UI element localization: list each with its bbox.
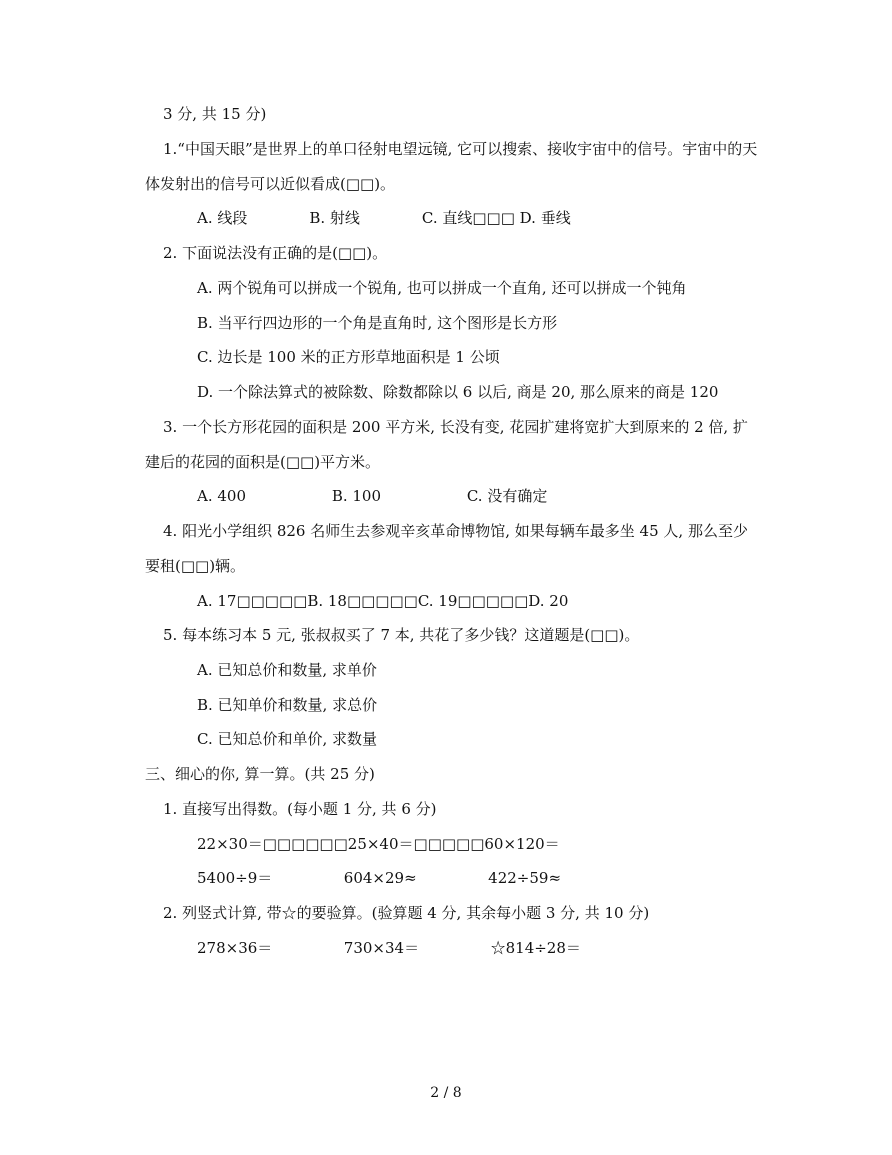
question-3-options: A. 400 B. 100 C. 没有确定 xyxy=(197,487,548,505)
question-5-option-c: C. 已知总价和单价, 求数量 xyxy=(197,730,378,748)
question-1-text-cont: 体发射出的信号可以近似看成(□□)。 xyxy=(145,175,396,193)
question-1-options: A. 线段 B. 射线 C. 直线□□□ D. 垂线 xyxy=(197,209,571,227)
calc-question-1-row-2: 5400÷9＝ 604×29≈ 422÷59≈ xyxy=(197,869,562,887)
section-two-score-tail: 3 分, 共 15 分) xyxy=(163,105,267,123)
question-3-text: 3. 一个长方形花园的面积是 200 平方米, 长没有变, 花园扩建将宽扩大到原来的 2 倍, 扩 xyxy=(163,418,748,436)
question-5-option-a: A. 已知总价和数量, 求单价 xyxy=(197,661,377,679)
calc-question-1-text: 1. 直接写出得数。(每小题 1 分, 共 6 分) xyxy=(163,800,437,818)
question-4-options: A. 17□□□□□B. 18□□□□□C. 19□□□□□D. 20 xyxy=(197,592,569,610)
question-4-text-cont: 要租(□□)辆。 xyxy=(145,557,246,575)
calc-question-2-row: 278×36＝ 730×34＝ ☆814÷28＝ xyxy=(197,939,581,957)
question-2-option-b: B. 当平行四边形的一个角是直角时, 这个图形是长方形 xyxy=(197,314,558,332)
question-2-option-a: A. 两个锐角可以拼成一个锐角, 也可以拼成一个直角, 还可以拼成一个钝角 xyxy=(197,279,687,297)
question-5-option-b: B. 已知单价和数量, 求总价 xyxy=(197,696,378,714)
question-1-text: 1.“中国天眼”是世界上的单口径射电望远镜, 它可以搜索、接收宇宙中的信号。宇宙中的天 xyxy=(163,140,758,158)
calc-question-2-text: 2. 列竖式计算, 带☆的要验算。(验算题 4 分, 其余每小题 3 分, 共 10 分) xyxy=(163,904,650,922)
question-4-text: 4. 阳光小学组织 826 名师生去参观辛亥革命博物馆, 如果每辆车最多坐 45 人, 那么至少 xyxy=(163,522,748,540)
page-number: 2 / 8 xyxy=(430,1085,462,1101)
question-2-option-d: D. 一个除法算式的被除数、除数都除以 6 以后, 商是 20, 那么原来的商是 120 xyxy=(197,383,719,401)
calc-question-1-row-1: 22×30＝□□□□□□25×40＝□□□□□60×120＝ xyxy=(197,835,560,853)
question-2-text: 2. 下面说法没有正确的是(□□)。 xyxy=(163,244,388,262)
question-5-text: 5. 每本练习本 5 元, 张叔叔买了 7 本, 共花了多少钱？这道题是(□□)。 xyxy=(163,626,640,644)
section-three-heading: 三、细心的你, 算一算。(共 25 分) xyxy=(145,765,375,783)
question-3-text-cont: 建后的花园的面积是(□□)平方米。 xyxy=(145,453,381,471)
question-2-option-c: C. 边长是 100 米的正方形草地面积是 1 公顷 xyxy=(197,348,500,366)
